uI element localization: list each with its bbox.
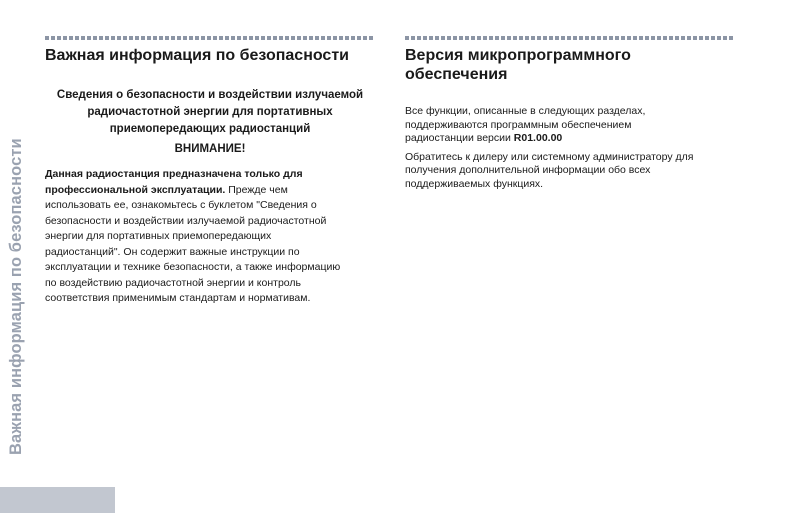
safety-paragraph: [45, 167, 345, 307]
section-divider: [405, 36, 733, 40]
safety-section: [45, 36, 375, 307]
side-tab-marker: [0, 487, 115, 513]
firmware-title: Версия микропрограммного обеспечения: [405, 47, 631, 83]
rf-energy-subtitle: Сведения о безопасности и воздействии излучаемой радиочастотной энергии для портативных приемопередающих радиостанций: [56, 89, 364, 135]
safety-paragraph-text: Прежде чем использовать ее, ознакомьтесь с буклетом "Сведения о безопасности и воздействии излучаемой радиочастотной энергии для портативных приемопередающих радиостанций". Он содержит важные инструкции по эксплуатации и технике безопасности, а также информацию по воздействию радиочастотной энергии и контроль соответствия применимым стандартам и нормативам.: [45, 183, 341, 304]
firmware-paragraph-text: Все функции, описанные в следующих разделах, поддерживаются программным обеспечением радиостанции версии: [405, 105, 646, 144]
safety-title: Важная информация по безопасности: [45, 47, 349, 64]
warning-label: ВНИМАНИЕ!: [174, 143, 246, 155]
firmware-section: [405, 36, 735, 191]
section-divider: [45, 36, 373, 40]
side-section-label: Важная информация по безопасности: [7, 138, 25, 455]
firmware-paragraph: [405, 105, 695, 146]
firmware-version: R01.00.00: [513, 132, 563, 144]
safety-paragraph-bold: Данная радиостанция предназначена только для профессиональной эксплуатации.: [45, 168, 303, 196]
dealer-paragraph: Обратитесь к дилеру или системному администратору для получения дополнительной информации обо всех поддерживаемых функциях.: [405, 150, 694, 190]
